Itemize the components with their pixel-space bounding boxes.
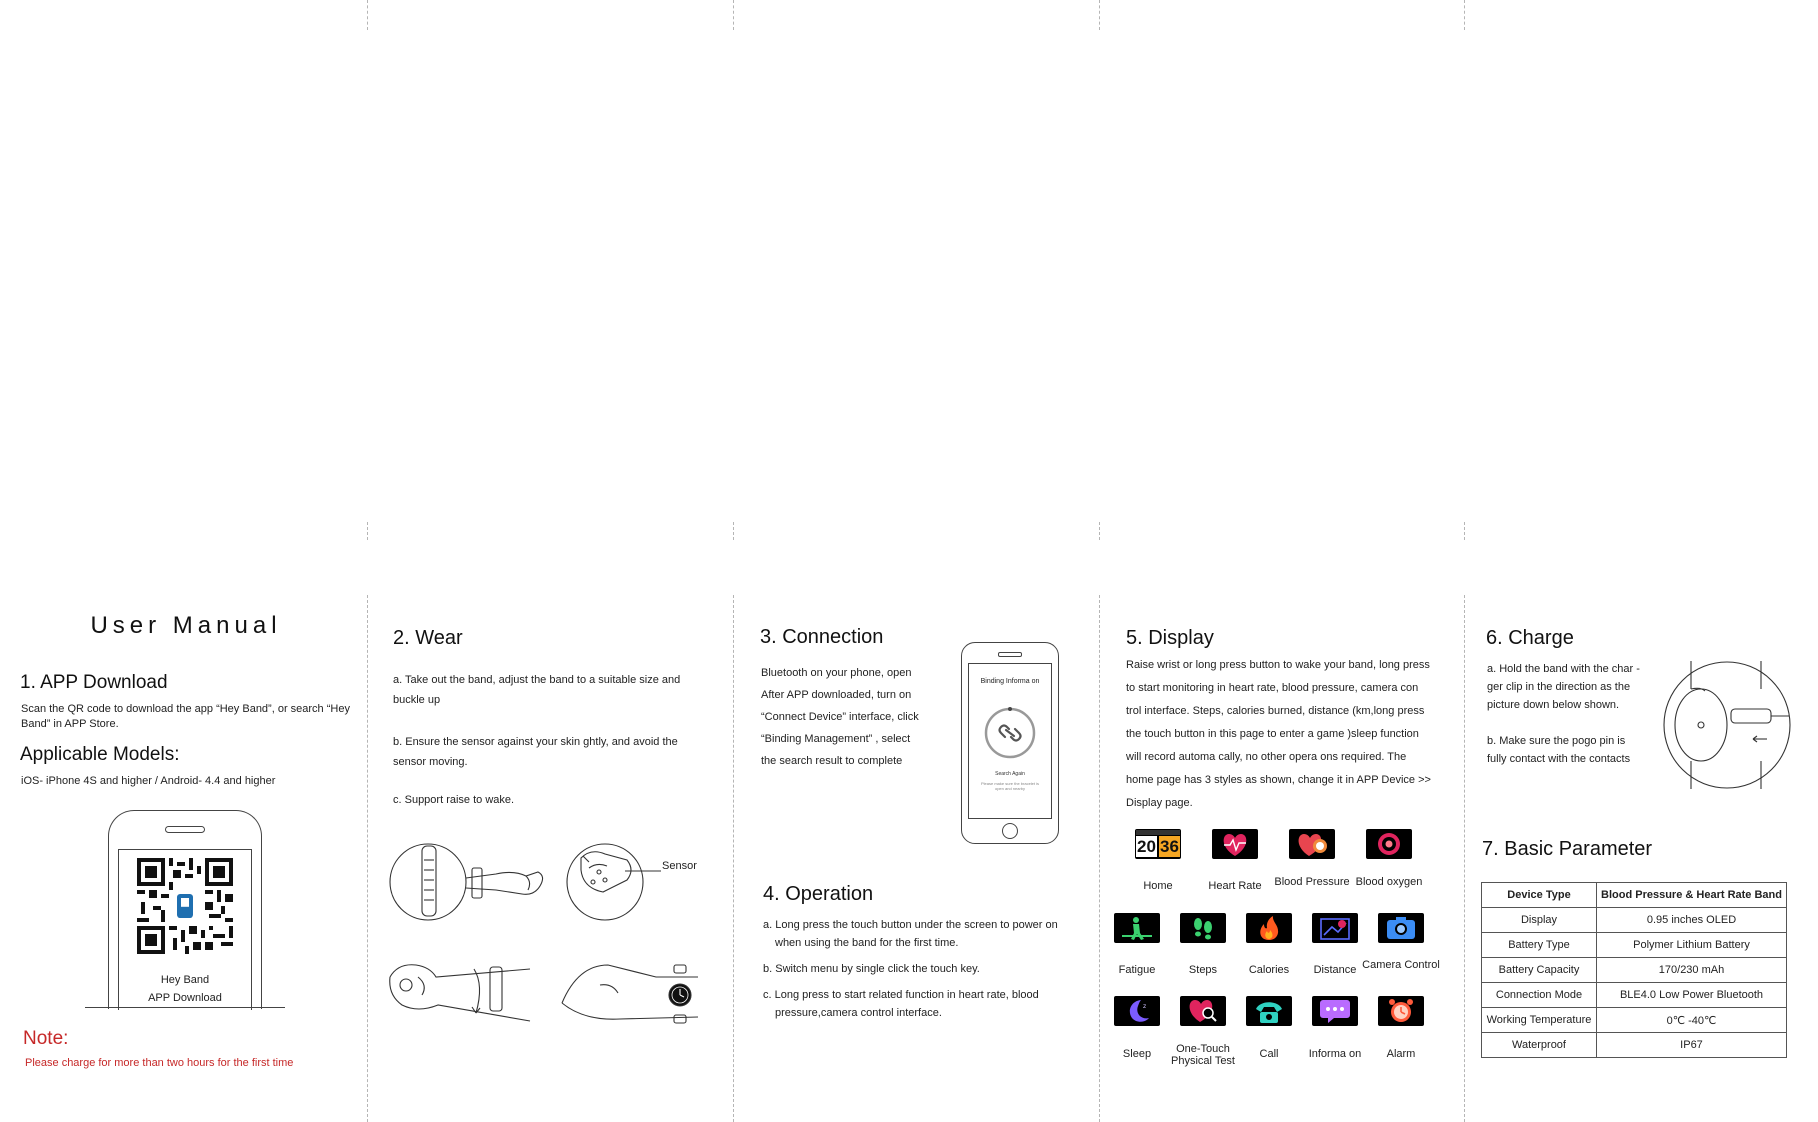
- table-row: [1482, 1008, 1787, 1033]
- fold-line-mid-2: [733, 522, 734, 540]
- wear-step-a: a. Take out the band, adjust the band to a suitable size and buckle up: [393, 674, 681, 706]
- fold-line-mid-1: [367, 522, 368, 540]
- app-download-text: Scan the QR code to download the app “Hey Band”, or search “Hey Band” in APP Store.: [21, 703, 350, 730]
- connection-line-3: “Connect Device” interface, click: [761, 711, 919, 723]
- wear-illustration-watch-icon: [560, 955, 700, 1027]
- fold-line-panel-1: [367, 595, 368, 1122]
- parameters-heading: 7. Basic Parameter: [1482, 838, 1653, 860]
- phone-qr-illustration: [108, 810, 262, 1009]
- table-row: [1482, 1033, 1787, 1058]
- icon-label-sleep: Sleep: [1122, 1048, 1152, 1060]
- icon-label-heart-rate: Heart Rate: [1208, 880, 1262, 892]
- icon-label-blood-oxygen: Blood oxygen: [1355, 876, 1423, 888]
- steps-icon: [1180, 913, 1226, 943]
- note-text: Please charge for more than two hours for the first time: [25, 1057, 294, 1069]
- display-heading: 5. Display: [1126, 627, 1214, 649]
- operation-step-b: b. Switch menu by single click the touch key.: [763, 963, 980, 975]
- table-cell: 170/230 mAh: [1597, 958, 1787, 983]
- fold-line-top-4: [1464, 0, 1465, 30]
- icon-label-fatigue: Fatigue: [1118, 964, 1156, 976]
- icon-label-alarm: Alarm: [1386, 1048, 1416, 1060]
- display-line-6: home page has 3 styles as shown, change it in APP Device >>: [1126, 774, 1431, 786]
- table-row: [1482, 983, 1787, 1008]
- wear-step-b: b. Ensure the sensor against your skin ghtly, and avoid the sensor moving.: [393, 736, 678, 768]
- table-cell: 0.95 inches OLED: [1597, 908, 1787, 933]
- charge-step-a2: ger clip in the direction as the: [1487, 681, 1631, 693]
- fatigue-icon: [1114, 913, 1160, 943]
- table-row: [1482, 908, 1787, 933]
- home-clock-hours: 20: [1137, 837, 1156, 856]
- models-text: iOS- iPhone 4S and higher / Android- 4.4 and higher: [21, 775, 276, 787]
- table-cell: BLE4.0 Low Power Bluetooth: [1597, 983, 1787, 1008]
- phone-search-again-button[interactable]: Search Again: [995, 771, 1025, 777]
- charger-illustration-icon: [1661, 659, 1791, 791]
- icon-label-calories: Calories: [1248, 964, 1290, 976]
- home-clock-icon: [1135, 829, 1181, 859]
- link-icon: [983, 706, 1037, 760]
- icon-label-distance: Distance: [1313, 964, 1357, 976]
- operation-step-a1: a. Long press the touch button under the screen to power on: [763, 919, 1058, 931]
- phone-binding-screen: [968, 663, 1052, 819]
- charge-step-a1: a. Hold the band with the char -: [1487, 663, 1640, 675]
- phone-base-line: [85, 1007, 285, 1008]
- phone-home-button[interactable]: [1002, 823, 1018, 839]
- table-cell: Working Temperature: [1482, 1008, 1597, 1033]
- phone-binding-illustration: [961, 642, 1059, 844]
- fold-line-top-1: [367, 0, 368, 30]
- blood-pressure-icon: [1289, 829, 1335, 859]
- display-line-1: Raise wrist or long press button to wake your band, long press: [1126, 659, 1430, 671]
- connection-line-4: “Binding Management” , select: [761, 733, 911, 745]
- operation-step-c1: c. Long press to start related function in heart rate, blood: [763, 989, 1039, 1001]
- sleep-icon: [1114, 996, 1160, 1026]
- connection-line-1: Bluetooth on your phone, open: [761, 667, 912, 679]
- svg-text:z: z: [1143, 1003, 1147, 1010]
- phone-speaker: [998, 652, 1022, 657]
- manual-title: User Manual: [90, 612, 282, 639]
- distance-icon: [1312, 913, 1358, 943]
- display-line-5: will record automa cally, no other opera ons required. The: [1126, 751, 1407, 763]
- models-heading: Applicable Models:: [20, 744, 180, 765]
- display-line-7: Display page.: [1126, 797, 1193, 809]
- charge-step-a3: picture down below shown.: [1487, 699, 1620, 711]
- qr-caption-line1: Hey Band: [160, 974, 210, 986]
- icon-label-information: Informa on: [1308, 1048, 1362, 1060]
- table-row: [1482, 933, 1787, 958]
- fold-line-mid-4: [1464, 522, 1465, 540]
- camera-icon: [1378, 913, 1424, 943]
- display-line-3: trol interface. Steps, calories burned, distance (km,long press: [1126, 705, 1425, 717]
- wear-illustration-wrist-icon: [388, 955, 538, 1027]
- sensor-label: Sensor: [662, 860, 697, 872]
- charge-text: [1487, 660, 1657, 768]
- operation-step-c2: pressure,camera control interface.: [775, 1007, 942, 1019]
- table-header-cell: Device Type: [1482, 883, 1597, 908]
- icon-label-blood-pressure: Blood Pressure: [1274, 876, 1350, 888]
- fold-line-top-2: [733, 0, 734, 30]
- call-icon: [1246, 996, 1292, 1026]
- connection-heading: 3. Connection: [760, 626, 884, 648]
- icon-label-steps: Steps: [1188, 964, 1218, 976]
- display-text: [1126, 654, 1456, 815]
- table-cell: Connection Mode: [1482, 983, 1597, 1008]
- operation-heading: 4. Operation: [763, 883, 874, 905]
- wear-heading: 2. Wear: [393, 627, 463, 649]
- charge-step-b2: fully contact with the contacts: [1487, 753, 1631, 765]
- wear-step-c: c. Support raise to wake.: [393, 794, 515, 806]
- table-cell: Waterproof: [1482, 1033, 1597, 1058]
- phone-screen: [118, 849, 252, 1010]
- table-cell: Polymer Lithium Battery: [1597, 933, 1787, 958]
- fold-line-panel-4: [1464, 595, 1465, 1122]
- note-heading: Note:: [23, 1028, 69, 1049]
- icon-label-call: Call: [1259, 1048, 1279, 1060]
- table-header-cell: Blood Pressure & Heart Rate Band: [1597, 883, 1787, 908]
- table-row: [1482, 958, 1787, 983]
- fold-line-panel-3: [1099, 595, 1100, 1122]
- icon-label-home: Home: [1143, 880, 1173, 892]
- wear-illustration-band-icon: [388, 840, 548, 924]
- fold-line-top-3: [1099, 0, 1100, 30]
- qr-code-icon: [137, 858, 233, 954]
- calories-icon: [1246, 913, 1292, 943]
- alarm-icon: [1378, 996, 1424, 1026]
- table-header-row: [1482, 883, 1787, 908]
- table-cell: 0℃ -40℃: [1597, 1008, 1787, 1033]
- connection-line-5: the search result to complete: [761, 755, 903, 767]
- table-cell: IP67: [1597, 1033, 1787, 1058]
- charge-heading: 6. Charge: [1486, 627, 1574, 649]
- icon-label-camera: Camera Control: [1362, 959, 1440, 971]
- table-cell: Battery Type: [1482, 933, 1597, 958]
- phone-speaker: [165, 826, 205, 833]
- fold-line-panel-2: [733, 595, 734, 1122]
- fold-line-mid-3: [1099, 522, 1100, 540]
- parameters-table: [1481, 882, 1787, 1058]
- display-line-4: the touch button in this page to enter a game )sleep function: [1126, 728, 1419, 740]
- operation-text: [763, 916, 1093, 1022]
- message-icon: [1312, 996, 1358, 1026]
- physical-test-icon: [1180, 996, 1226, 1026]
- home-clock-minutes: 36: [1160, 837, 1179, 856]
- app-download-heading: 1. APP Download: [20, 672, 168, 693]
- blood-oxygen-icon: [1366, 829, 1412, 859]
- connection-text: [761, 662, 936, 772]
- qr-caption-line2: APP Download: [148, 992, 222, 1004]
- table-cell: Battery Capacity: [1482, 958, 1597, 983]
- operation-step-a2: when using the band for the first time.: [775, 937, 959, 949]
- charge-step-b1: b. Make sure the pogo pin is: [1487, 735, 1626, 747]
- table-cell: Display: [1482, 908, 1597, 933]
- connection-line-2: After APP downloaded, turn on: [761, 689, 912, 701]
- icon-label-physical-test: One-Touch Physical Test: [1171, 1043, 1235, 1067]
- display-line-2: to start monitoring in heart rate, blood pressure, camera con: [1126, 682, 1419, 694]
- phone-binding-title: Binding Informa on: [980, 678, 1040, 685]
- wear-illustration-sensor-icon: [563, 840, 663, 924]
- phone-binding-hint: Please make sure the bracelet is open and nearby: [980, 781, 1040, 791]
- heart-rate-icon: [1212, 829, 1258, 859]
